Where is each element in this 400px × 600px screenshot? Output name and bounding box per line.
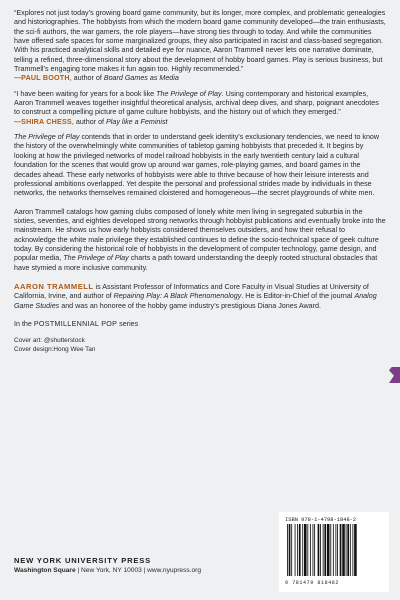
blurb-chess bbox=[14, 90, 386, 127]
description-text: charts a path toward understanding the deeply rooted structural obstacles that have stymied a more inclusive community. bbox=[14, 254, 378, 272]
attribution-dash: — bbox=[14, 74, 22, 83]
author-bio bbox=[14, 282, 386, 311]
description-paragraph-1 bbox=[14, 133, 386, 198]
book-title: The Privilege of Play bbox=[14, 133, 80, 142]
blurb-quote-text: “I have been waiting for years for a book like bbox=[14, 89, 157, 98]
author-book-title: Repairing Play: A Black Phenomenology bbox=[113, 292, 242, 301]
book-title: The Privilege of Play bbox=[63, 254, 129, 263]
blurb-attribution bbox=[14, 74, 386, 83]
author-bio-text: and was an honoree of the hobby game industry’s prestigious Diana Jones Award. bbox=[59, 301, 321, 310]
blurb-attribution bbox=[14, 118, 386, 127]
blurb-author-name: PAUL BOOTH bbox=[21, 74, 70, 83]
purple-tab-mark bbox=[389, 367, 400, 383]
attribution-affiliation: , author of bbox=[71, 117, 107, 126]
journal-title: Analog Game Studies bbox=[14, 292, 377, 310]
publisher-block bbox=[14, 556, 254, 574]
author-name: AARON TRAMMELL bbox=[14, 281, 94, 291]
series-name: POSTMILLENNIAL POP bbox=[33, 319, 118, 328]
cover-design-credit: Cover design:Hong Wee Tan bbox=[14, 345, 96, 353]
blurb-quote: “Explores not just today’s growing board game community, but its longer, more complex, and problematic genealogies and historiographies. The hobbyists from which the modern board game community developed—the train enthusiasts, the sci-fi authors, the war gamers, the role players—have strong ties through to today. And while the communities have offered safe spaces for some marginalized groups, they also participated in racist and class-based segregation. With his practiced analytical skills and detailed eye for nuance, Aaron Trammell never lets one narrative dominate, telling a refined, three-dimensional story about the development of hobby board games. Play is serious business, but Trammell’s engaging tone makes it fun again too. Highly recommended.” bbox=[14, 9, 386, 74]
blurb-quote-book-title: The Privilege of Play bbox=[156, 89, 222, 98]
blurb-author-name: SHIRA CHESS bbox=[21, 117, 72, 126]
description-text: contends that in order to understand geek identity’s exclusionary tendencies, we need to know the history of the overwhelmingly white communities of tabletop gaming hobbyists that preceded it. It begins by looking at how the privileged networks of model railroad hobbyists in the early twentieth century laid a cultural foundation for the scenes that would grow up around war games, role-playing games, and board games in the decades ahead. These early networks of hobbyists were able to thrive because of how their leisure interests and professional ambitions overlapped. Yet despite the personal and professional strides made by individuals in these networks, the networks themselves remained cloistered and homogeneous—the secret playgrounds of white men. bbox=[14, 133, 380, 198]
series-prefix: In the bbox=[14, 319, 34, 328]
publisher-address bbox=[14, 567, 254, 574]
publisher-address-street: Washington Square bbox=[14, 567, 76, 574]
attribution-book-title: Play like a Feminist bbox=[106, 117, 168, 126]
publisher-address-rest: | New York, NY 10003 | www.nyupress.org bbox=[75, 567, 202, 574]
attribution-affiliation: , author of bbox=[69, 74, 104, 83]
barcode bbox=[279, 512, 389, 592]
cover-credits bbox=[14, 337, 386, 354]
blurb-quote bbox=[14, 90, 386, 118]
blurb-quote-text: . Using contemporary and historical examples, Aaron Trammell weaves together insightful theoretical analysis, archival deep dives, and sharp, poignant anecdotes to construct a compelling picture of game culture hobbyists, and the history out of which they emerged.” bbox=[14, 89, 379, 117]
description-text: Aaron Trammell catalogs how gaming clubs composed of lonely white men living in segregated suburbia in the sixties, seventies, and eighties developed strong networks through hobbyist publications and eventually broke into the mainstream. He shows us how early hobbyists considered themselves outsiders, and how their refusal to acknowledge the white male privilege they established continues to define the socio-technical space of geek culture today. By considering the historical role of hobbyists in the development of computer technology, game design, and popular media, bbox=[14, 207, 386, 263]
attribution-dash: — bbox=[14, 117, 22, 126]
back-cover-text bbox=[14, 9, 386, 354]
publisher-name: NEW YORK UNIVERSITY PRESS bbox=[14, 556, 152, 565]
barcode-bars bbox=[285, 524, 383, 579]
cover-art-credit: Cover art: @shutterstock bbox=[14, 337, 85, 345]
isbn-label: ISBN 978-1-4798-1848-2 bbox=[285, 517, 357, 523]
blurb-booth bbox=[14, 9, 386, 84]
author-bio-text: is Assistant Professor of Informatics and Core Faculty in Visual Studies at University of California, Irvine, and author of bbox=[14, 282, 369, 301]
series-suffix: series bbox=[117, 319, 139, 328]
description-paragraph-2 bbox=[14, 208, 386, 273]
barcode-digits: 9 781479 818482 bbox=[285, 580, 340, 586]
series-line bbox=[14, 320, 386, 329]
attribution-book-title: Board Games as Media bbox=[103, 74, 179, 83]
author-bio-text: . He is Editor-in-Chief of the journal bbox=[241, 292, 355, 301]
